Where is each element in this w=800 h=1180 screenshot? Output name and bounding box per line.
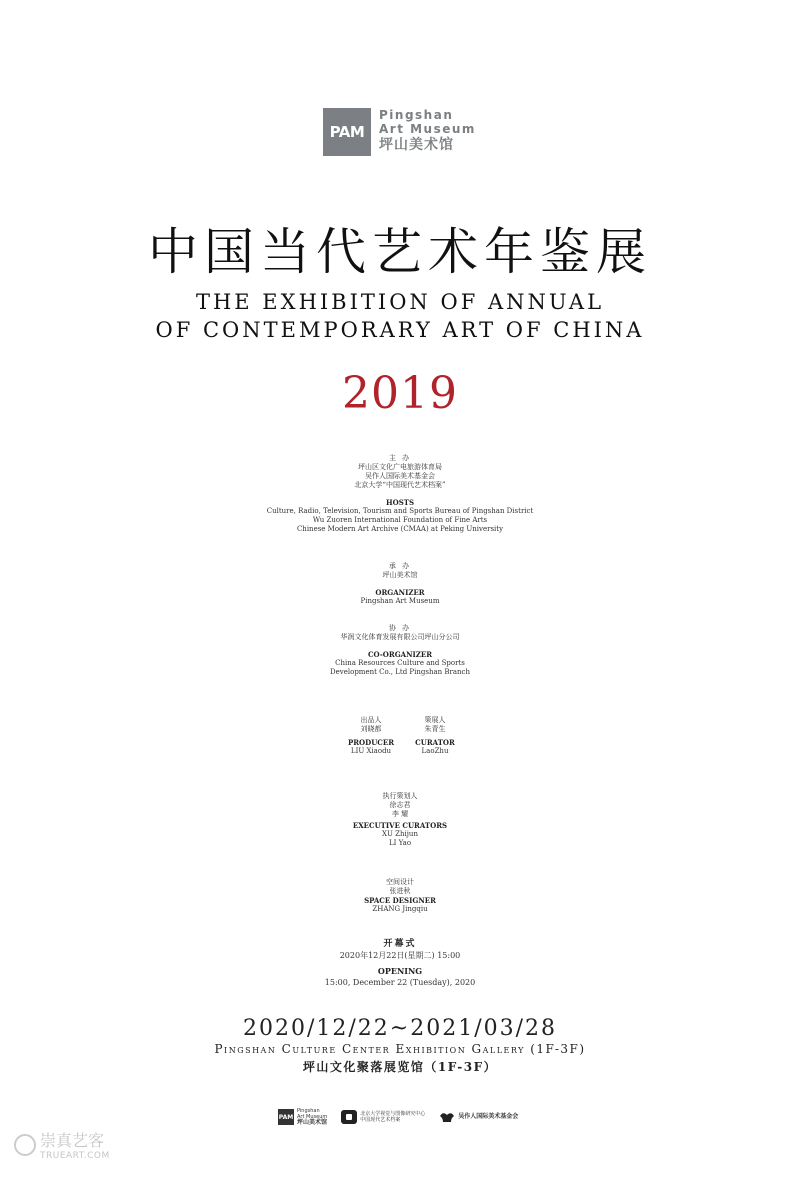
watermark-en: TRUEART.COM — [40, 1151, 110, 1161]
exec-name-cn-1: 徐志君 — [389, 801, 411, 809]
hosts-en-2: Wu Zuoren International Foundation of Fine Arts — [312, 516, 488, 524]
designer-label-cn: 空间设计 — [386, 878, 414, 886]
logo-en-line2: Art Museum — [379, 122, 476, 136]
designer-label-en: SPACE DESIGNER — [364, 896, 436, 905]
hosts-en-3: Chinese Modern Art Archive (CMAA) at Peking University — [296, 525, 504, 533]
footer-logos — [278, 1108, 518, 1126]
logo-cn: 坪山美术馆 — [379, 137, 454, 153]
title-en-line1: THE EXHIBITION OF ANNUAL — [195, 290, 605, 314]
hosts-block — [0, 454, 800, 534]
hosts-cn-1: 坪山区文化广电旅游体育局 — [358, 463, 442, 471]
curator-name-cn: 朱青生 — [424, 725, 446, 733]
footer-pam-en1: Pingshan — [297, 1108, 320, 1114]
organizer-en: Pingshan Art Museum — [360, 597, 440, 605]
opening-block — [0, 938, 800, 988]
designer-name-cn: 张进秋 — [389, 887, 411, 895]
producer-curator-block — [343, 716, 463, 756]
watermark-cn: 崇真艺客 — [40, 1131, 105, 1150]
ox-icon — [439, 1110, 455, 1124]
footer-cmaa-cn1: 北京大学视觉与图像研究中心 — [360, 1111, 426, 1117]
hosts-en-1: Culture, Radio, Television, Tourism and Sports Bureau of Pingshan District — [266, 507, 534, 515]
organizer-block — [0, 562, 800, 606]
co-organizer-label-en: CO-ORGANIZER — [367, 650, 433, 659]
co-organizer-cn: 华润文化体育发展有限公司坪山分公司 — [340, 633, 460, 641]
hosts-cn-2: 吴作人国际美术基金会 — [365, 472, 435, 480]
pam-logo-text — [379, 108, 476, 152]
producer-label-en: PRODUCER — [347, 738, 395, 747]
co-organizer-en-1: China Resources Culture and Sports — [335, 659, 465, 667]
pam-logo — [323, 108, 476, 156]
logo-en-line1: Pingshan — [379, 108, 454, 122]
title-year: 2019 — [342, 368, 458, 419]
exec-label-en: EXECUTIVE CURATORS — [352, 821, 448, 830]
organizer-cn: 坪山美术馆 — [382, 571, 418, 579]
title-en-line2: OF CONTEMPORARY ART OF CHINA — [155, 318, 645, 342]
venue-cn: 坪山文化聚落展览馆（1F-3F） — [302, 1060, 498, 1074]
organizer-label-en: ORGANIZER — [375, 588, 425, 597]
watermark — [14, 1128, 110, 1161]
opening-date-cn: 2020年12月22日(星期二) 15:00 — [339, 951, 461, 960]
hosts-label-en: HOSTS — [385, 498, 415, 507]
footer-wu-cn: 吴作人国际美术基金会 — [458, 1113, 519, 1120]
exec-name-en-2: LI Yao — [388, 839, 412, 847]
producer-label-cn: 出品人 — [360, 716, 382, 724]
footer-pam-mark: PAM — [278, 1109, 294, 1125]
pam-logo-mark: PAM — [323, 108, 371, 156]
opening-date-en: 15:00, December 22 (Tuesday), 2020 — [324, 978, 476, 987]
co-organizer-en-2: Development Co., Ltd Pingshan Branch — [330, 668, 470, 676]
footer-cmaa-logo — [341, 1110, 425, 1124]
organizer-label-cn: 承 办 — [388, 562, 412, 570]
title-cn: 中国当代艺术年鉴展 — [148, 223, 652, 281]
cmaa-icon — [341, 1110, 357, 1124]
footer-wu-foundation-logo — [439, 1110, 518, 1124]
space-designer-block — [0, 878, 800, 914]
co-organizer-block — [0, 624, 800, 677]
executive-curators-block — [0, 792, 800, 848]
exec-name-cn-2: 李 耀 — [391, 810, 409, 818]
footer-pam-en2: Art Museum — [297, 1114, 328, 1120]
curator — [407, 716, 463, 756]
hosts-label-cn: 主 办 — [388, 454, 412, 462]
hosts-cn-3: 北京大学“中国现代艺术档案” — [354, 481, 446, 489]
producer — [343, 716, 399, 756]
opening-label-en: OPENING — [377, 966, 423, 976]
exec-label-cn: 执行策划人 — [382, 792, 418, 800]
footer-pam-cn: 坪山美术馆 — [297, 1119, 328, 1126]
producer-name-en: LIU Xiaodu — [350, 747, 392, 755]
exec-name-en-1: XU Zhijun — [382, 830, 418, 838]
footer-pam-logo — [278, 1108, 327, 1126]
title-en — [0, 288, 800, 344]
curator-name-en: LaoZhu — [421, 747, 449, 755]
producer-name-cn: 刘晓都 — [360, 725, 382, 733]
footer-cmaa-cn2: 中国现代艺术档案 — [360, 1117, 401, 1123]
curator-label-cn: 策展人 — [424, 716, 446, 724]
exhibition-dates: 2020/12/22~2021/03/28 — [242, 1016, 558, 1041]
curator-label-en: CURATOR — [415, 738, 455, 747]
co-organizer-label-cn: 协 办 — [388, 624, 412, 632]
opening-label-cn: 开幕式 — [383, 939, 417, 949]
watermark-logo-icon — [14, 1134, 36, 1156]
designer-name-en: ZHANG Jingqiu — [372, 905, 428, 913]
venue-en: Pingshan Culture Center Exhibition Gallery (1F-3F) — [214, 1042, 586, 1056]
